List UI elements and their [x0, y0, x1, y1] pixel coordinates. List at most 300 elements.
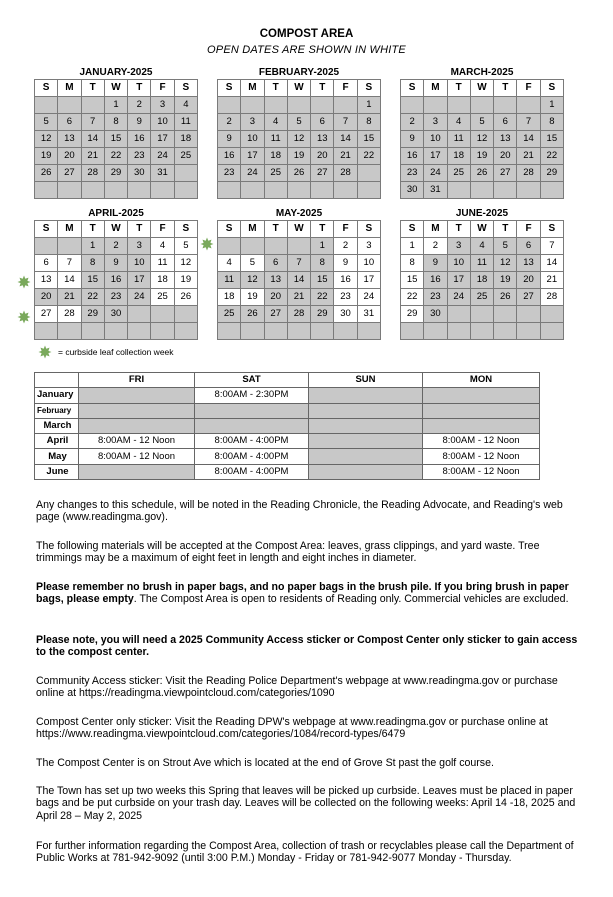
row-month-label: January — [35, 388, 79, 403]
day-cell: 25 — [174, 148, 197, 165]
day-cell: 1 — [540, 97, 563, 114]
day-cell: 8 — [311, 255, 334, 272]
paragraph-materials: The following materials will be accepted at the Compost Area: leaves, grass clippings, and yard waste. Tree trimmings may be a maximum of eight feet in length and eight inches in diameter. — [36, 540, 540, 565]
day-cell: 14 — [540, 255, 563, 272]
day-cell: 5 — [287, 114, 310, 131]
week-row — [401, 131, 564, 148]
month-grid — [217, 220, 381, 340]
hours-cell — [79, 388, 195, 403]
day-cell: 23 — [424, 289, 447, 306]
paragraph-brush — [36, 581, 581, 606]
week-row — [35, 238, 198, 255]
day-cell: 24 — [357, 289, 380, 306]
day-cell: 5 — [241, 255, 264, 272]
header-cell: FRI — [79, 373, 195, 388]
month-name: JUNE-2025 — [455, 208, 509, 219]
month-grid — [217, 79, 381, 199]
day-cell: 20 — [264, 289, 287, 306]
weekday-letter: T — [264, 80, 287, 97]
day-cell: 7 — [58, 255, 81, 272]
hours-cell — [309, 449, 423, 464]
day-cell: 12 — [470, 131, 493, 148]
day-cell: 9 — [401, 131, 424, 148]
empty-day-cell — [35, 323, 58, 340]
day-cell: 22 — [104, 148, 127, 165]
hours-cell — [309, 464, 423, 479]
weekday-letter: W — [470, 221, 493, 238]
page-subtitle: OPEN DATES ARE SHOWN IN WHITE — [207, 44, 406, 56]
day-cell: 22 — [81, 289, 104, 306]
day-cell: 12 — [174, 255, 197, 272]
empty-day-cell — [241, 238, 264, 255]
hours-row — [35, 418, 540, 433]
hours-cell — [423, 403, 540, 418]
day-cell: 25 — [151, 289, 174, 306]
weekday-letter: W — [287, 80, 310, 97]
day-cell: 20 — [517, 272, 540, 289]
weekday-letter: S — [540, 221, 563, 238]
hours-cell — [79, 403, 195, 418]
week-row — [35, 165, 198, 182]
empty-day-cell — [81, 97, 104, 114]
empty-day-cell — [35, 238, 58, 255]
day-cell: 6 — [58, 114, 81, 131]
day-cell: 31 — [424, 182, 447, 199]
day-cell: 12 — [241, 272, 264, 289]
day-cell: 8 — [81, 255, 104, 272]
empty-day-cell — [174, 182, 197, 199]
empty-day-cell — [401, 323, 424, 340]
empty-day-cell — [241, 323, 264, 340]
day-cell: 15 — [311, 272, 334, 289]
hours-cell — [309, 434, 423, 449]
hours-cell: 8:00AM - 12 Noon — [79, 434, 195, 449]
hours-row — [35, 388, 540, 403]
empty-day-cell — [241, 97, 264, 114]
day-cell: 17 — [447, 272, 470, 289]
day-cell: 8 — [540, 114, 563, 131]
day-cell: 25 — [447, 165, 470, 182]
calendar-month — [34, 207, 198, 340]
empty-day-cell — [287, 323, 310, 340]
day-cell: 1 — [401, 238, 424, 255]
day-cell: 17 — [241, 148, 264, 165]
week-row — [401, 182, 564, 199]
weekday-letter: W — [104, 80, 127, 97]
weekday-header-row — [35, 80, 198, 97]
day-cell: 3 — [357, 238, 380, 255]
day-cell: 16 — [424, 272, 447, 289]
header-cell: MON — [423, 373, 540, 388]
paragraph-sticker-note: Please note, you will need a 2025 Community Access sticker or Compost Center only sticker to gain access to the compost center. — [36, 634, 578, 659]
week-row — [218, 114, 381, 131]
day-cell: 27 — [311, 165, 334, 182]
day-cell: 20 — [35, 289, 58, 306]
weekday-letter: T — [128, 80, 151, 97]
weekday-letter: S — [174, 80, 197, 97]
corner-cell — [35, 373, 79, 388]
weekday-letter: T — [264, 221, 287, 238]
row-month-label: May — [35, 449, 79, 464]
hours-row — [35, 464, 540, 479]
hours-cell: 8:00AM - 12 Noon — [423, 434, 540, 449]
day-cell: 25 — [218, 306, 241, 323]
month-name: MARCH-2025 — [450, 67, 514, 78]
day-cell: 4 — [174, 97, 197, 114]
day-cell: 29 — [401, 306, 424, 323]
header-cell: SAT — [195, 373, 309, 388]
day-cell: 30 — [401, 182, 424, 199]
weekday-letter: S — [35, 221, 58, 238]
empty-day-cell — [517, 182, 540, 199]
weekday-letter: S — [401, 221, 424, 238]
weekday-letter: S — [174, 221, 197, 238]
day-cell: 10 — [447, 255, 470, 272]
calendar-month — [400, 66, 564, 199]
day-cell: 28 — [81, 165, 104, 182]
day-cell: 11 — [470, 255, 493, 272]
day-cell: 5 — [174, 238, 197, 255]
hours-row — [35, 434, 540, 449]
day-cell: 6 — [517, 238, 540, 255]
hours-cell: 8:00AM - 12 Noon — [79, 449, 195, 464]
day-cell: 30 — [334, 306, 357, 323]
day-cell: 3 — [151, 97, 174, 114]
weekday-letter: T — [447, 80, 470, 97]
empty-day-cell — [401, 97, 424, 114]
day-cell: 20 — [311, 148, 334, 165]
hours-cell: 8:00AM - 4:00PM — [195, 464, 309, 479]
calendar-month — [34, 66, 198, 199]
empty-day-cell — [517, 323, 540, 340]
week-row — [401, 148, 564, 165]
week-row — [35, 131, 198, 148]
day-cell: 2 — [401, 114, 424, 131]
day-cell: 30 — [128, 165, 151, 182]
weekday-letter: S — [401, 80, 424, 97]
week-row — [35, 148, 198, 165]
calendar-month — [217, 66, 381, 199]
weekday-letter: W — [287, 221, 310, 238]
day-cell: 23 — [128, 148, 151, 165]
week-row — [218, 289, 381, 306]
day-cell: 22 — [311, 289, 334, 306]
weekday-letter: M — [424, 221, 447, 238]
hours-cell: 8:00AM - 4:00PM — [195, 434, 309, 449]
day-cell: 14 — [287, 272, 310, 289]
week-row — [218, 238, 381, 255]
day-cell: 27 — [35, 306, 58, 323]
empty-day-cell — [517, 306, 540, 323]
day-cell: 5 — [470, 114, 493, 131]
day-cell: 29 — [540, 165, 563, 182]
day-cell: 8 — [104, 114, 127, 131]
day-cell: 13 — [517, 255, 540, 272]
empty-day-cell — [424, 97, 447, 114]
hours-cell — [309, 418, 423, 433]
weekday-letter: W — [470, 80, 493, 97]
empty-day-cell — [218, 323, 241, 340]
hours-cell — [195, 403, 309, 418]
empty-day-cell — [264, 238, 287, 255]
day-cell: 22 — [401, 289, 424, 306]
day-cell: 6 — [311, 114, 334, 131]
week-row — [218, 165, 381, 182]
leaf-icon — [17, 310, 31, 324]
day-cell: 19 — [241, 289, 264, 306]
day-cell: 15 — [357, 131, 380, 148]
hours-cell: 8:00AM - 12 Noon — [423, 464, 540, 479]
day-cell: 15 — [401, 272, 424, 289]
day-cell: 3 — [424, 114, 447, 131]
empty-day-cell — [35, 97, 58, 114]
day-cell: 14 — [517, 131, 540, 148]
day-cell: 9 — [128, 114, 151, 131]
day-cell: 26 — [287, 165, 310, 182]
day-cell: 16 — [334, 272, 357, 289]
weekday-letter: S — [218, 80, 241, 97]
day-cell: 13 — [311, 131, 334, 148]
row-month-label: March — [35, 418, 79, 433]
day-cell: 6 — [494, 114, 517, 131]
day-cell: 4 — [264, 114, 287, 131]
day-cell: 15 — [104, 131, 127, 148]
day-cell: 27 — [517, 289, 540, 306]
day-cell: 14 — [334, 131, 357, 148]
day-cell: 7 — [81, 114, 104, 131]
day-cell: 7 — [287, 255, 310, 272]
week-row — [218, 272, 381, 289]
empty-day-cell — [334, 97, 357, 114]
weekday-header-row — [401, 221, 564, 238]
hours-cell: 8:00AM - 2:30PM — [195, 388, 309, 403]
day-cell: 25 — [470, 289, 493, 306]
week-row — [218, 306, 381, 323]
day-cell: 5 — [35, 114, 58, 131]
weekday-letter: T — [81, 80, 104, 97]
day-cell: 6 — [35, 255, 58, 272]
empty-day-cell — [540, 182, 563, 199]
day-cell: 4 — [470, 238, 493, 255]
day-cell: 23 — [334, 289, 357, 306]
weekday-letter: T — [447, 221, 470, 238]
weekday-letter: M — [58, 221, 81, 238]
weekday-header-row — [35, 221, 198, 238]
week-row — [401, 238, 564, 255]
day-cell: 10 — [151, 114, 174, 131]
day-cell: 2 — [128, 97, 151, 114]
empty-day-cell — [311, 182, 334, 199]
day-cell: 4 — [447, 114, 470, 131]
week-row — [218, 182, 381, 199]
weekday-letter: T — [81, 221, 104, 238]
weekday-header-row — [401, 80, 564, 97]
day-cell: 28 — [517, 165, 540, 182]
week-row — [35, 289, 198, 306]
week-row — [218, 323, 381, 340]
hours-cell — [195, 418, 309, 433]
empty-day-cell — [104, 182, 127, 199]
day-cell: 20 — [494, 148, 517, 165]
empty-day-cell — [357, 323, 380, 340]
month-name: JANUARY-2025 — [79, 67, 153, 78]
empty-day-cell — [174, 306, 197, 323]
day-cell: 28 — [540, 289, 563, 306]
empty-day-cell — [104, 323, 127, 340]
paragraph-compost-sticker: Compost Center only sticker: Visit the Reading DPW's webpage at www.readingma.gov or purchase online at https://www.readingma.viewpointcloud.com/categories/1084/record-types/6479 — [36, 716, 548, 741]
leaf-icon — [38, 345, 52, 359]
day-cell: 12 — [35, 131, 58, 148]
day-cell: 2 — [334, 238, 357, 255]
empty-day-cell — [334, 182, 357, 199]
day-cell: 29 — [104, 165, 127, 182]
empty-day-cell — [357, 182, 380, 199]
day-cell: 22 — [540, 148, 563, 165]
empty-day-cell — [447, 306, 470, 323]
day-cell: 26 — [241, 306, 264, 323]
day-cell: 14 — [58, 272, 81, 289]
day-cell: 28 — [334, 165, 357, 182]
row-month-label: June — [35, 464, 79, 479]
week-row — [218, 255, 381, 272]
empty-day-cell — [470, 97, 493, 114]
day-cell: 3 — [447, 238, 470, 255]
empty-day-cell — [447, 97, 470, 114]
paragraph-curbside-leaves: The Town has set up two weeks this Spring that leaves will be picked up curbside. Leaves must be placed in paper bags and be put curbside on your trash day. Leaves will be collected on the following weeks: April 14 -18, 2025 and April 28 – May 2, 2025 — [36, 785, 576, 822]
day-cell: 16 — [128, 131, 151, 148]
week-row — [401, 272, 564, 289]
empty-day-cell — [540, 323, 563, 340]
empty-day-cell — [494, 182, 517, 199]
day-cell: 17 — [151, 131, 174, 148]
day-cell: 1 — [104, 97, 127, 114]
hours-row — [35, 403, 540, 418]
week-row — [401, 165, 564, 182]
hours-cell — [423, 418, 540, 433]
hours-cell — [309, 403, 423, 418]
day-cell: 7 — [517, 114, 540, 131]
day-cell: 29 — [81, 306, 104, 323]
day-cell: 17 — [357, 272, 380, 289]
empty-day-cell — [494, 97, 517, 114]
empty-day-cell — [128, 323, 151, 340]
brush-residents: . The Compost Area is open to residents of Reading only. Commercial vehicles are excluded. — [133, 593, 569, 606]
empty-day-cell — [447, 323, 470, 340]
day-cell: 19 — [494, 272, 517, 289]
day-cell: 16 — [104, 272, 127, 289]
weekday-letter: T — [128, 221, 151, 238]
week-row — [35, 272, 198, 289]
day-cell: 18 — [470, 272, 493, 289]
weekday-letter: F — [151, 80, 174, 97]
day-cell: 18 — [151, 272, 174, 289]
day-cell: 24 — [128, 289, 151, 306]
empty-day-cell — [174, 323, 197, 340]
day-cell: 26 — [35, 165, 58, 182]
day-cell: 27 — [264, 306, 287, 323]
legend — [38, 345, 174, 359]
day-cell: 21 — [517, 148, 540, 165]
week-row — [401, 114, 564, 131]
day-cell: 26 — [174, 289, 197, 306]
empty-day-cell — [517, 97, 540, 114]
day-cell: 12 — [287, 131, 310, 148]
empty-day-cell — [311, 97, 334, 114]
day-cell: 2 — [218, 114, 241, 131]
empty-day-cell — [357, 165, 380, 182]
day-cell: 11 — [218, 272, 241, 289]
empty-day-cell — [218, 238, 241, 255]
day-cell: 10 — [424, 131, 447, 148]
week-row — [35, 323, 198, 340]
empty-day-cell — [58, 182, 81, 199]
day-cell: 9 — [218, 131, 241, 148]
empty-day-cell — [151, 182, 174, 199]
empty-day-cell — [241, 182, 264, 199]
empty-day-cell — [81, 323, 104, 340]
weekday-letter: M — [424, 80, 447, 97]
empty-day-cell — [470, 323, 493, 340]
empty-day-cell — [470, 306, 493, 323]
day-cell: 21 — [287, 289, 310, 306]
day-cell: 7 — [540, 238, 563, 255]
hours-cell — [423, 388, 540, 403]
leaf-icon — [17, 275, 31, 289]
day-cell: 13 — [494, 131, 517, 148]
day-cell: 17 — [424, 148, 447, 165]
day-cell: 13 — [35, 272, 58, 289]
day-cell: 29 — [311, 306, 334, 323]
week-row — [35, 306, 198, 323]
row-month-label: February — [35, 403, 79, 418]
empty-day-cell — [151, 306, 174, 323]
weekday-letter: T — [494, 80, 517, 97]
week-row — [35, 114, 198, 131]
month-name: APRIL-2025 — [88, 208, 144, 219]
weekday-letter: F — [334, 80, 357, 97]
day-cell: 19 — [174, 272, 197, 289]
weekday-letter: S — [357, 80, 380, 97]
week-row — [218, 97, 381, 114]
month-grid — [400, 220, 564, 340]
week-row — [401, 97, 564, 114]
week-row — [401, 289, 564, 306]
weekday-letter: S — [357, 221, 380, 238]
empty-day-cell — [470, 182, 493, 199]
day-cell: 14 — [81, 131, 104, 148]
hours-header-row — [35, 373, 540, 388]
hours-cell — [79, 418, 195, 433]
weekday-letter: S — [540, 80, 563, 97]
day-cell: 4 — [151, 238, 174, 255]
day-cell: 2 — [104, 238, 127, 255]
legend-text: = curbside leaf collection week — [58, 347, 174, 357]
day-cell: 23 — [218, 165, 241, 182]
day-cell: 15 — [81, 272, 104, 289]
empty-day-cell — [264, 182, 287, 199]
weekday-letter: M — [58, 80, 81, 97]
empty-day-cell — [218, 97, 241, 114]
weekday-letter: S — [35, 80, 58, 97]
day-cell: 18 — [264, 148, 287, 165]
day-cell: 28 — [58, 306, 81, 323]
brush-warning: Please remember no brush in paper bags, and no paper bags in the brush pile. If you bring brush in paper bags, please empty — [36, 581, 569, 606]
day-cell: 28 — [287, 306, 310, 323]
header-cell: SUN — [309, 373, 423, 388]
day-cell: 30 — [424, 306, 447, 323]
empty-day-cell — [540, 306, 563, 323]
day-cell: 7 — [334, 114, 357, 131]
